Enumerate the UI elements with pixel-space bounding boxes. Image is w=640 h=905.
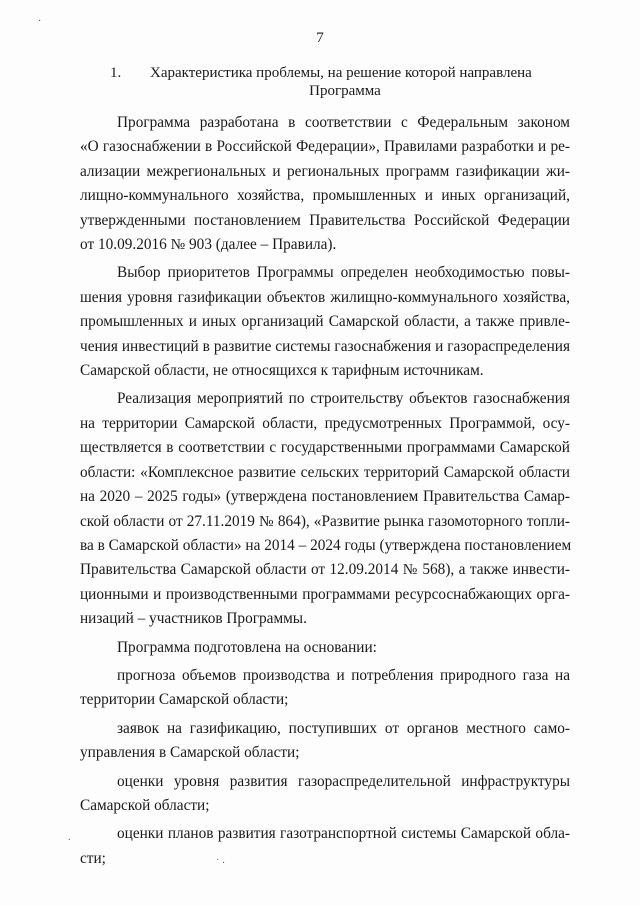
text-line: оценки планов развития газотранспортной системы Самарской обла- <box>117 825 570 843</box>
scan-speck: ˙ · <box>216 858 226 869</box>
scan-speck: . <box>68 832 71 843</box>
text-line: на территории Самарской области, предусмотренных Программой, осу- <box>80 414 570 432</box>
text-line: чения инвестиций в развитие системы газоснабжения и газораспределения <box>80 337 570 355</box>
text-line: управления в Самарской области; <box>80 744 300 762</box>
text-line: шения уровня газификации объектов жилищно-коммунального хозяйства, <box>80 288 570 306</box>
section-number: 1. <box>110 65 122 81</box>
paragraph <box>80 664 570 713</box>
text-line: Реализация мероприятий по строительству объектов газоснабжения <box>117 390 570 408</box>
text-line: прогноза объемов производства и потребления природного газа на <box>117 666 570 684</box>
paragraph <box>80 261 570 383</box>
page-number: 7 <box>316 30 324 46</box>
paragraph <box>80 111 570 257</box>
document-body <box>80 111 570 875</box>
text-line: Программа подготовлена на основании: <box>117 638 377 656</box>
paragraph <box>80 636 570 660</box>
text-line: оценки уровня развития газораспределительной инфраструктуры <box>117 772 570 790</box>
paragraph <box>80 717 570 766</box>
text-line: низаций – участников Программы. <box>80 610 307 628</box>
text-line: сти; <box>80 849 106 867</box>
text-line: ционными и производственными программами ресурсоснабжающих орга- <box>80 585 570 603</box>
text-line: ской области от 27.11.2019 № 864), «Развитие рынка газомоторного топли- <box>80 512 570 530</box>
text-line: области: «Комплексное развитие сельских территорий Самарской области <box>80 463 570 481</box>
text-line: Самарской области, не относящихся к тарифным источникам. <box>80 362 484 380</box>
paragraph <box>80 822 570 871</box>
text-line: на 2020 – 2025 годы» (утверждена постановлением Правительства Самар- <box>80 488 570 506</box>
text-line: территории Самарской области; <box>80 691 289 709</box>
text-line: Самарской области; <box>80 796 210 814</box>
text-line: от 10.09.2016 № 903 (далее – Правила). <box>80 236 337 254</box>
text-line: утвержденными постановлением Правительства Российской Федерации <box>80 211 570 229</box>
text-line: заявок на газификацию, поступивших от органов местного само- <box>117 719 570 737</box>
scan-speck: · <box>38 16 42 27</box>
text-line: ализации межрегиональных и региональных программ газификации жи- <box>80 162 570 180</box>
paragraph <box>80 770 570 819</box>
paragraph <box>80 387 570 631</box>
text-line: «О газоснабжении в Российской Федерации», Правилами разработки и ре- <box>80 138 570 156</box>
section-title-line-2: Программа <box>309 83 381 99</box>
text-line: Выбор приоритетов Программы определен необходимостью повы- <box>117 264 570 282</box>
section-title-line-1: Характеристика проблемы, на решение которой направлена <box>150 65 532 81</box>
text-line: Правительства Самарской области от 12.09.2014 № 568), а также инвести- <box>80 561 570 579</box>
text-line: ва в Самарской области» на 2014 – 2024 годы (утверждена постановлением <box>80 536 572 554</box>
text-line: промышленных и иных организаций Самарской области, а также привле- <box>80 313 570 331</box>
text-line: лищно-коммунального хозяйства, промышленных и иных организаций, <box>80 187 570 205</box>
text-line: Программа разработана в соответствии с Федеральным законом <box>117 114 570 131</box>
text-line: ществляется в соответствии с государственными программами Самарской <box>80 439 570 457</box>
